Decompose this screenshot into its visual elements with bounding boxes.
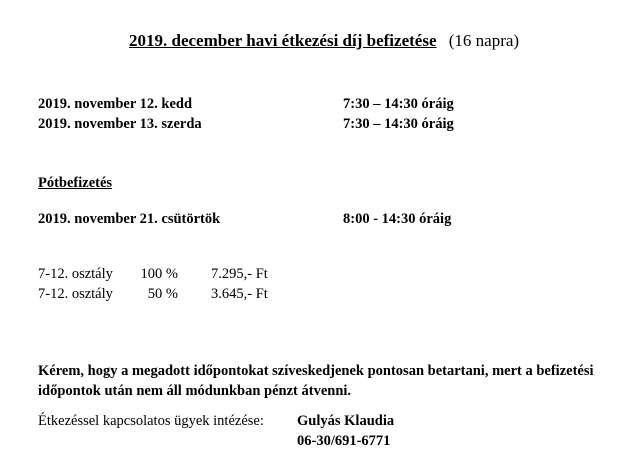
late-payment-date: 2019. november 21. csütörtök (38, 211, 221, 227)
price-grade-2: 7-12. osztály (38, 286, 113, 302)
late-payment-heading: Pótbefizetés (38, 175, 113, 191)
notice-text: Kérem, hogy a megadott időpontokat szíveskedjenek pontosan betartani, mert a befizetési időpontok után nem áll módunkban pénzt átvenni. (38, 363, 594, 399)
schedule-time-1: 7:30 – 14:30 óráig (343, 96, 454, 112)
late-payment-time: 8:00 - 14:30 óráig (343, 211, 452, 227)
title-text: 2019. december havi étkezési díj befizetése (129, 31, 437, 50)
price-percent-2: 50 % (147, 286, 178, 302)
price-amount-2: 3.645,- Ft (211, 286, 268, 302)
schedule-date-1: 2019. november 12. kedd (38, 96, 193, 112)
page-title (129, 31, 519, 51)
schedule-date-2: 2019. november 13. szerda (38, 116, 202, 132)
contact-name: Gulyás Klaudia (297, 413, 395, 429)
title-note: (16 napra) (448, 31, 520, 50)
contact-label: Étkezéssel kapcsolatos ügyek intézése: (38, 413, 264, 429)
price-grade-1: 7-12. osztály (38, 266, 113, 282)
price-percent-1: 100 % (140, 266, 178, 282)
price-amount-1: 7.295,- Ft (211, 266, 268, 282)
contact-phone: 06-30/691-6771 (297, 433, 391, 449)
schedule-time-2: 7:30 – 14:30 óráig (343, 116, 454, 132)
